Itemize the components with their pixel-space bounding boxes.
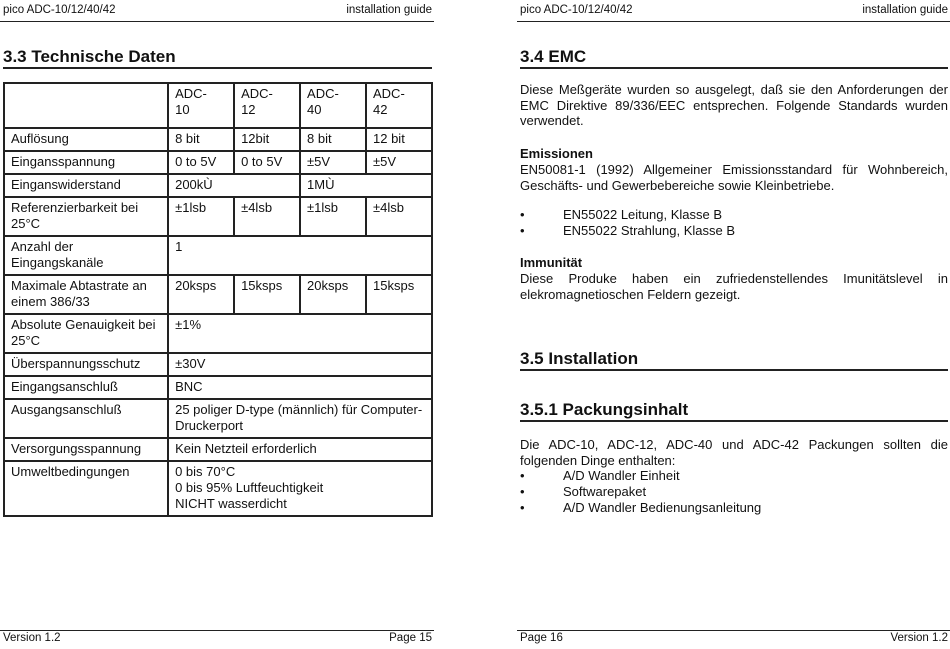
emissions-list bbox=[520, 207, 948, 239]
heading-underline bbox=[520, 369, 948, 371]
header-title: pico ADC-10/12/40/42 bbox=[520, 4, 633, 16]
footer-page-number: Page 15 bbox=[389, 632, 432, 644]
package-list bbox=[520, 468, 948, 516]
table-cell: 8 bit bbox=[168, 128, 234, 151]
column-header: ADC- 12 bbox=[234, 83, 300, 128]
table-cell: BNC bbox=[168, 376, 432, 399]
table-cell: 20ksps bbox=[300, 275, 366, 314]
page-header bbox=[517, 4, 950, 20]
bullet-icon: • bbox=[520, 468, 525, 483]
immunity-paragraph: Diese Produke haben ein zufriedenstellendes Imunitätslevel in elekromagnetioschen Feldern gezeigt. bbox=[520, 271, 948, 302]
table-cell: 0 to 5V bbox=[168, 151, 234, 174]
table-cell: 8 bit bbox=[300, 128, 366, 151]
table-header-row bbox=[4, 83, 432, 128]
row-label: Eingangsanschluß bbox=[4, 376, 168, 399]
installation-heading: 3.5 Installation bbox=[520, 349, 639, 368]
table-row bbox=[4, 151, 432, 174]
table-row bbox=[4, 236, 432, 275]
table-cell: ±4lsb bbox=[234, 197, 300, 236]
row-label: Anzahl der Eingangskanäle bbox=[4, 236, 168, 275]
table-cell: Kein Netzteil erforderlich bbox=[168, 438, 432, 461]
footer-rule bbox=[517, 630, 950, 631]
list-item: • Softwarepaket bbox=[520, 484, 647, 499]
bullet-icon: • bbox=[520, 500, 525, 515]
list-item: • A/D Wandler Einheit bbox=[520, 468, 680, 483]
table-row bbox=[4, 197, 432, 236]
table-row bbox=[4, 128, 432, 151]
row-label: Versorgungsspannung bbox=[4, 438, 168, 461]
emissions-paragraph: EN50081-1 (1992) Allgemeiner Emissionsstandard für Wohnbereich, Geschäfts- und Gewerbebereiche sowie Kleinbetriebe. bbox=[520, 162, 948, 193]
column-header: ADC- 42 bbox=[366, 83, 432, 128]
list-item: • EN55022 Strahlung, Klasse B bbox=[520, 223, 735, 238]
emc-heading: 3.4 EMC bbox=[520, 47, 587, 66]
heading-underline bbox=[3, 67, 432, 69]
footer-page-number: Page 16 bbox=[520, 632, 563, 644]
table-cell: 12 bit bbox=[366, 128, 432, 151]
column-header: ADC- 10 bbox=[168, 83, 234, 128]
header-rule bbox=[0, 21, 434, 22]
table-cell: ±5V bbox=[300, 151, 366, 174]
row-label: Absolute Genauigkeit bei 25°C bbox=[4, 314, 168, 353]
bullet-icon: • bbox=[520, 484, 525, 499]
table-cell: 0 bis 70°C 0 bis 95% Luftfeuchtigkeit NICHT wasserdicht bbox=[168, 461, 432, 516]
table-cell: ±1lsb bbox=[168, 197, 234, 236]
header-rule bbox=[517, 21, 950, 22]
spec-table bbox=[3, 82, 433, 517]
column-header: ADC- 40 bbox=[300, 83, 366, 128]
table-cell: ±30V bbox=[168, 353, 432, 376]
table-cell: 1MÙ bbox=[300, 174, 432, 197]
emissions-title: Emissionen bbox=[520, 146, 593, 161]
table-row bbox=[4, 314, 432, 353]
row-label: Umweltbedingungen bbox=[4, 461, 168, 516]
table-row bbox=[4, 461, 432, 516]
package-intro-paragraph: Die ADC-10, ADC-12, ADC-40 und ADC-42 Packungen sollten die folgenden Dinge enthalten: bbox=[520, 437, 948, 468]
table-cell: 15ksps bbox=[234, 275, 300, 314]
immunity-title: Immunität bbox=[520, 255, 583, 270]
row-label: Eingansspannung bbox=[4, 151, 168, 174]
table-row bbox=[4, 438, 432, 461]
section-heading: 3.3 Technische Daten bbox=[3, 47, 176, 66]
header-empty-cell bbox=[4, 83, 168, 128]
table-row bbox=[4, 399, 432, 438]
footer-version: Version 1.2 bbox=[3, 632, 61, 644]
table-cell: 12bit bbox=[234, 128, 300, 151]
row-label: Referenzierbarkeit bei 25°C bbox=[4, 197, 168, 236]
table-cell: 15ksps bbox=[366, 275, 432, 314]
table-row bbox=[4, 174, 432, 197]
header-title: pico ADC-10/12/40/42 bbox=[3, 4, 116, 16]
table-cell: 20ksps bbox=[168, 275, 234, 314]
row-label: Auflösung bbox=[4, 128, 168, 151]
row-label: Überspannungsschutz bbox=[4, 353, 168, 376]
table-cell: ±1% bbox=[168, 314, 432, 353]
table-cell: ±4lsb bbox=[366, 197, 432, 236]
row-label: Maximale Abtastrate an einem 386/33 bbox=[4, 275, 168, 314]
bullet-icon: • bbox=[520, 223, 525, 238]
bullet-icon: • bbox=[520, 207, 525, 222]
table-cell: 25 poliger D-type (männlich) für Computer-Druckerport bbox=[168, 399, 432, 438]
footer-version: Version 1.2 bbox=[890, 632, 948, 644]
right-page bbox=[517, 0, 950, 649]
table-cell: ±5V bbox=[366, 151, 432, 174]
heading-underline bbox=[520, 67, 948, 69]
left-page bbox=[0, 0, 434, 649]
footer-rule bbox=[0, 630, 434, 631]
table-cell: ±1lsb bbox=[300, 197, 366, 236]
table-row bbox=[4, 376, 432, 399]
table-cell: 200kÙ bbox=[168, 174, 300, 197]
header-subtitle: installation guide bbox=[862, 4, 948, 16]
table-row bbox=[4, 275, 432, 314]
table-cell: 1 bbox=[168, 236, 432, 275]
heading-underline bbox=[520, 420, 948, 422]
row-label: Einganswiderstand bbox=[4, 174, 168, 197]
list-item: • EN55022 Leitung, Klasse B bbox=[520, 207, 722, 222]
emc-intro-paragraph: Diese Meßgeräte wurden so ausgelegt, daß sie den Anforderungen der EMC Direktive 89/336/EEC entsprechen. Folgende Standards wurden verwendet. bbox=[520, 82, 948, 128]
list-item: • A/D Wandler Bedienungsanleitung bbox=[520, 500, 762, 515]
table-cell: 0 to 5V bbox=[234, 151, 300, 174]
row-label: Ausgangsanschluß bbox=[4, 399, 168, 438]
package-contents-heading: 3.5.1 Packungsinhalt bbox=[520, 400, 689, 419]
header-subtitle: installation guide bbox=[346, 4, 432, 16]
table-row bbox=[4, 353, 432, 376]
page-header bbox=[0, 4, 434, 20]
